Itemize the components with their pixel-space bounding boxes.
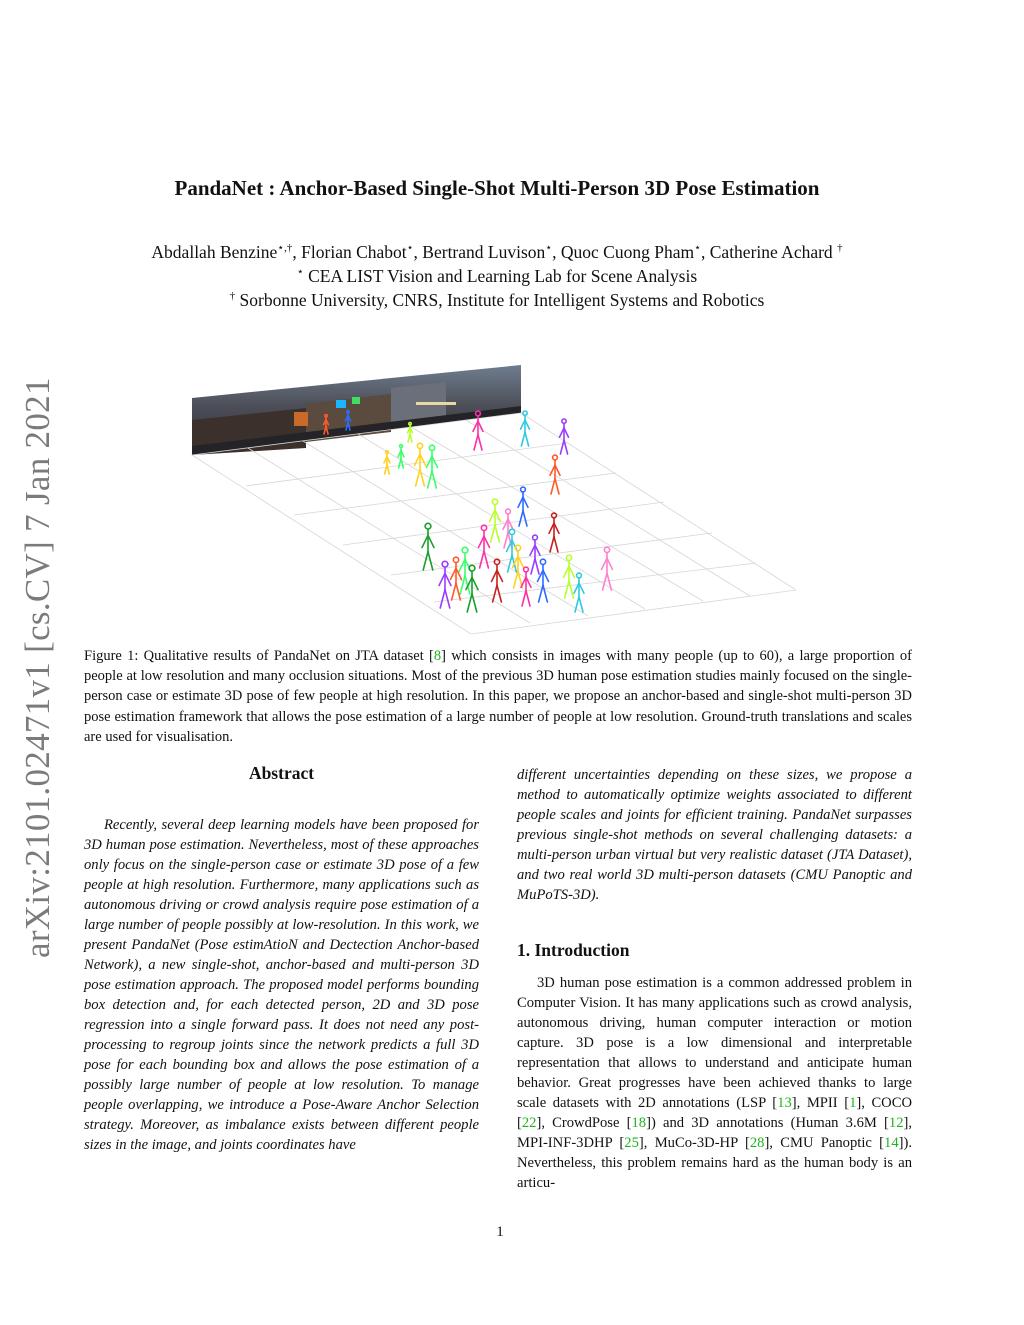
author-separator: , [292, 242, 302, 262]
paper-title: PandaNet : Anchor-Based Single-Shot Multi-Person 3D Pose Estimation [174, 176, 820, 200]
body-text: ], COCO [ [517, 1095, 912, 1131]
scene-image-plane [192, 365, 521, 455]
introduction-body [517, 973, 912, 1193]
citation-link[interactable]: 12 [888, 1115, 904, 1131]
caption-text: Figure 1: Qualitative results of PandaNet on JTA dataset [ [84, 648, 434, 664]
author-name: Bertrand Luvison [422, 242, 546, 262]
skeleton-figure [574, 573, 584, 612]
figure-pose-visualization [186, 350, 796, 634]
affiliation [60, 288, 934, 312]
affiliation-mark: † [229, 290, 236, 303]
author-name: Abdallah Benzine [151, 242, 278, 262]
citation-link[interactable]: 22 [521, 1115, 537, 1131]
skeleton-figure [560, 419, 569, 454]
author-separator: , [413, 242, 423, 262]
author-mark: † [837, 242, 843, 255]
body-text: ]) and 3D annotations (Human 3.6M [ [646, 1115, 889, 1131]
abstract-heading: Abstract [248, 763, 315, 783]
pose-skeletons [324, 411, 613, 612]
skeleton-figure [415, 443, 426, 486]
citation-link[interactable]: 14 [884, 1135, 899, 1151]
body-text: ], MPI-INF-3DHP [ [517, 1115, 913, 1151]
body-text: ], MPII [ [791, 1095, 850, 1111]
skeleton-figure [564, 555, 575, 598]
abstract-body: Recently, several deep learning models have been proposed for 3D human pose estimation. Nevertheless, most of these approaches only focus on the single-person case or estimate 3D pose of a few people at high resolution. Furthermore, many applications such as autonomous driving or crowd analysis require pose estimation of a large number of people possibly at low-resolution. In this work, we present PandaNet (Pose estimAtioN and Dectection Anchor-based Network), a new single-shot, anchor-based and multi-person 3D pose estimation approach. The proposed model performs bounding box detection and, for each detected person, 2D and 3D pose regression into a single forward pass. It does not need any post-processing to regroup joints since the network predicts a full 3D pose for each bounding box and allows the pose estimation of a possibly large number of people at low resolution. To manage people overlapping, we introduce a Pose-Aware Anchor Selection strategy. Moreover, as imbalance exists between different people sizes in the image, and joints coordinates have [84, 817, 479, 1153]
skeleton-figure [479, 525, 490, 568]
skeleton-figure [422, 523, 434, 570]
body-text: 3D human pose estimation is a common addressed problem in Computer Vision. It has many applications such as crowd analysis, autonomous driving, human computer interaction or motion capture. 3D pose is a low dimensional and interpretable representation that allows to understand and anticipate human behavior. Great progresses have been achieved thanks to large scale datasets with 2D annotations (LSP [ [517, 975, 912, 1111]
author-separator: , [552, 242, 561, 262]
body-text: ], MuCo-3D-HP [ [638, 1135, 750, 1151]
citation-link[interactable]: 28 [749, 1135, 765, 1151]
skeleton-figure [530, 535, 540, 574]
affiliation-text: Sorbonne University, CNRS, Institute for Intelligent Systems and Robotics [235, 290, 765, 310]
caption-text: ] which consists in images with many people (up to 60), a large proportion of people at low resolution and many occlusion situations. Most of the previous 3D human pose estimation studies mainly focused on the single-person case or estimate 3D pose of few people at high resolution. In this paper, we propose an anchor-based and single-shot multi-person 3D pose estimation framework that allows the pose estimation of a large number of people at low resolution. Ground-truth translations and scales are used for visualisation. [84, 648, 913, 745]
citation-link[interactable]: 8 [433, 648, 442, 664]
skeleton-figure [538, 559, 549, 602]
skeleton-figure [549, 513, 559, 552]
affiliation-text: CEA LIST Vision and Learning Lab for Scene Analysis [303, 266, 698, 286]
section-heading-introduction: 1. Introduction [517, 940, 630, 960]
author-mark: ⋆,† [277, 242, 293, 255]
figure-caption [84, 646, 912, 747]
citation-link[interactable]: 18 [631, 1115, 647, 1131]
affiliation [60, 264, 934, 288]
body-text: ]). Nevertheless, this problem remains hard as the human body is an articu- [517, 1135, 912, 1191]
skeleton-figure [398, 445, 404, 468]
affiliation-mark: ⋆ [296, 266, 304, 279]
author-name: Catherine Achard [709, 242, 838, 262]
skeleton-figure [459, 547, 471, 594]
author-mark: ⋆ [406, 242, 414, 255]
citation-link[interactable]: 13 [777, 1095, 792, 1111]
body-text: ], CrowdPose [ [536, 1115, 632, 1131]
skeleton-figure [490, 499, 501, 542]
body-text: ], CMU Panoptic [ [764, 1135, 885, 1151]
author-separator: , [701, 242, 710, 262]
abstract-continuation: different uncertainties depending on these sizes, we propose a method to automatically optimize weights associated to different people scales and joints for efficient training. PandaNet surpasses previous single-shot methods on several challenging datasets: a multi-person urban virtual but very realistic dataset (JTA Dataset), and two real world 3D multi-person datasets (CMU Panoptic and MuPoTS-3D). [517, 767, 912, 903]
arxiv-stamp[interactable]: arXiv:2101.02471v1 [cs.CV] 7 Jan 2021 [18, 377, 57, 958]
author-name: Quoc Cuong Pham [560, 242, 695, 262]
citation-link[interactable]: 1 [849, 1095, 857, 1111]
skeleton-figure [384, 451, 390, 474]
author-mark: ⋆ [694, 242, 701, 255]
page-number: 1 [496, 1224, 504, 1240]
skeleton-figure [513, 545, 524, 588]
skeleton-figure [492, 559, 503, 602]
author-list [60, 240, 934, 264]
author-name: Florian Chabot [301, 242, 407, 262]
author-mark: ⋆ [545, 242, 553, 255]
skeleton-figure [550, 455, 560, 494]
citation-link[interactable]: 25 [624, 1135, 639, 1151]
skeleton-figure [521, 411, 530, 446]
